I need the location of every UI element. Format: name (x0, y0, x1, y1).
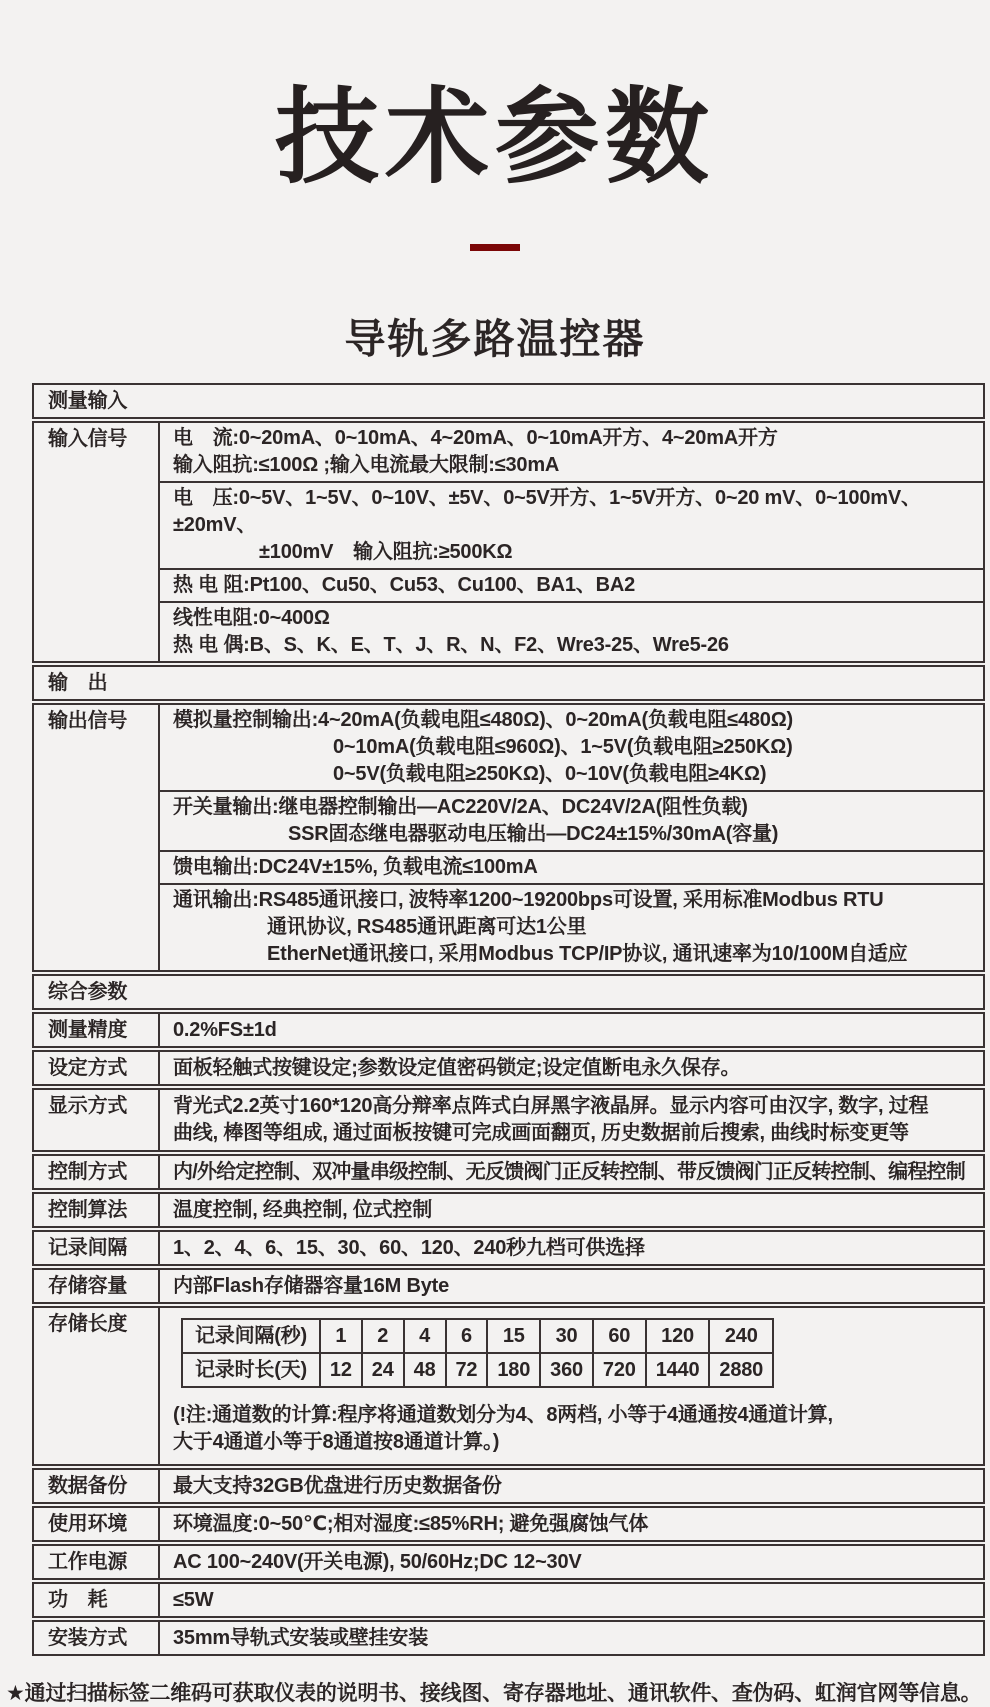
spec-text: 馈电输出:DC24V±15%, 负载电流≤100mA (173, 856, 538, 878)
spec-text: 通讯输出:RS485通讯接口, 波特率1200~19200bps可设置, 采用标准Modbus RTU (173, 889, 884, 911)
row-value: 面板轻触式按键设定;参数设定值密码锁定;设定值断电永久保存。 (173, 1057, 741, 1079)
storage-table-cell: 180 (487, 1353, 540, 1387)
row-control-algorithm (32, 1192, 985, 1228)
row-label: 测量精度 (34, 1014, 160, 1046)
spec-text: 0~5V(负载电阻≥250KΩ)、0~10V(负载电阻≥4KΩ) (333, 763, 767, 785)
row-label: 使用环境 (34, 1508, 160, 1540)
spec-text: 热 电 偶:B、S、K、E、T、J、R、N、F2、Wre3-25、Wre5-26 (173, 634, 729, 656)
storage-length-content (160, 1308, 983, 1464)
storage-note (173, 1402, 983, 1456)
storage-table-cell: 4 (404, 1319, 446, 1353)
row-value: 最大支持32GB优盘进行历史数据备份 (173, 1475, 502, 1497)
storage-table-cell: 12 (320, 1353, 362, 1387)
storage-length-inner (160, 1308, 983, 1464)
storage-table-header: 记录间隔(秒) (182, 1319, 320, 1353)
subrow-current (160, 423, 983, 481)
storage-table-cell: 720 (593, 1353, 646, 1387)
subrow-analog-output (160, 705, 983, 790)
row-label: 记录间隔 (34, 1232, 160, 1264)
row-value: 1、2、4、6、15、30、60、120、240秒九档可供选择 (173, 1237, 645, 1259)
storage-table-duration-row (182, 1353, 773, 1387)
row-label: 控制算法 (34, 1194, 160, 1226)
row-display-method (32, 1088, 985, 1152)
row-label: 工作电源 (34, 1546, 160, 1578)
row-value: AC 100~240V(开关电源), 50/60Hz;DC 12~30V (173, 1551, 582, 1573)
row-measure-accuracy (32, 1012, 985, 1048)
row-power-supply (32, 1544, 985, 1580)
spec-text: ±100mV 输入阻抗:≥500KΩ (259, 541, 513, 563)
row-value: ≤5W (173, 1589, 214, 1611)
spec-text: SSR固态继电器驱动电压输出—DC24±15%/30mA(容量) (288, 823, 779, 845)
row-value: 35mm导轨式安装或壁挂安装 (173, 1627, 429, 1649)
spec-text: 电 压:0~5V、1~5V、0~10V、±5V、0~5V开方、1~5V开方、0~20 mV、0~100mV、±20mV、 (173, 487, 921, 536)
page-title: 技术参数 (274, 80, 715, 196)
row-label: 数据备份 (34, 1470, 160, 1502)
spec-text: 线性电阻:0~400Ω (173, 607, 330, 629)
accent-dash (470, 244, 520, 251)
section-label: 综合参数 (48, 981, 128, 1003)
row-label: 存储长度 (34, 1308, 160, 1464)
row-label: 设定方式 (34, 1052, 160, 1084)
spec-text: EtherNet通讯接口, 采用Modbus TCP/IP协议, 通讯速率为10/100M自适应 (267, 943, 908, 965)
row-label: 输入信号 (34, 423, 160, 661)
spec-text: 开关量输出:继电器控制输出—AC220V/2A、DC24V/2A(阻性负载) (173, 796, 748, 818)
spec-text: 背光式2.2英寸160*120高分辩率点阵式白屏黑字液晶屏。显示内容可由汉字, 数字, 过程 (173, 1095, 929, 1117)
storage-table-cell: 48 (404, 1353, 446, 1387)
row-record-interval (32, 1230, 985, 1266)
storage-table-cell: 120 (646, 1319, 710, 1353)
subrow-switch-output (160, 790, 983, 850)
row-data-backup (32, 1468, 985, 1504)
section-header-output (32, 665, 985, 701)
row-label: 存储容量 (34, 1270, 160, 1302)
row-value: 内部Flash存储器容量16M Byte (173, 1275, 450, 1297)
row-label: 安装方式 (34, 1622, 160, 1654)
row-value (160, 1090, 983, 1150)
storage-table-cell: 1440 (646, 1353, 710, 1387)
star-icon: ★ (6, 1682, 25, 1705)
row-label: 显示方式 (34, 1090, 160, 1150)
row-power-consumption (32, 1582, 985, 1618)
subrow-linear-thermocouple (160, 601, 983, 661)
row-setting-method (32, 1050, 985, 1086)
product-title: 导轨多路温控器 (344, 316, 646, 362)
section-header-measure-input (32, 383, 985, 419)
row-operating-environment (32, 1506, 985, 1542)
row-value: 温度控制, 经典控制, 位式控制 (173, 1199, 433, 1221)
storage-table (181, 1318, 774, 1388)
subrow-feed-output (160, 850, 983, 883)
row-control-method (32, 1154, 985, 1190)
spec-text: 通讯协议, RS485通讯距离可达1公里 (267, 916, 587, 938)
row-label: 功 耗 (34, 1584, 160, 1616)
row-storage-length (32, 1306, 985, 1466)
spec-text: 模拟量控制输出:4~20mA(负载电阻≤480Ω)、0~20mA(负载电阻≤480Ω) (173, 709, 794, 731)
row-output-signal (32, 703, 985, 972)
output-signal-content (160, 705, 983, 970)
storage-table-cell: 72 (446, 1353, 488, 1387)
input-signal-content (160, 423, 983, 661)
storage-table-cell: 1 (320, 1319, 362, 1353)
spec-text: 曲线, 棒图等组成, 通过面板按键可完成画面翻页, 历史数据前后搜索, 曲线时标变更等 (173, 1122, 909, 1144)
storage-table-cell: 24 (362, 1353, 404, 1387)
spec-text: 大于4通道小等于8通道按8通道计算。) (173, 1431, 500, 1453)
spec-table (32, 383, 985, 1656)
storage-table-cell: 2880 (709, 1353, 773, 1387)
spec-text: 热 电 阻:Pt100、Cu50、Cu53、Cu100、BA1、BA2 (173, 574, 636, 596)
subrow-voltage (160, 481, 983, 568)
row-installation (32, 1620, 985, 1656)
section-label: 输 出 (48, 672, 108, 694)
storage-table-cell: 360 (540, 1353, 593, 1387)
storage-table-cell: 240 (709, 1319, 773, 1353)
footer-text: 通过扫描标签二维码可获取仪表的说明书、接线图、寄存器地址、通讯软件、查伪码、虹润官网等信息。 (24, 1682, 982, 1705)
spec-text: 0~10mA(负载电阻≤960Ω)、1~5V(负载电阻≥250KΩ) (333, 736, 793, 758)
storage-table-cell: 30 (540, 1319, 593, 1353)
row-value: 环境温度:0~50℃;相对湿度:≤85%RH; 避免强腐蚀气体 (173, 1513, 649, 1535)
storage-table-cell: 2 (362, 1319, 404, 1353)
subrow-comm-output (160, 883, 983, 970)
row-value: 0.2%FS±1d (173, 1019, 277, 1041)
storage-table-cell: 15 (487, 1319, 540, 1353)
spec-text: (!注:通道数的计算:程序将通道数划分为4、8两档, 小等于4通通按4通道计算, (173, 1404, 833, 1426)
row-label: 输出信号 (34, 705, 160, 970)
row-input-signal (32, 421, 985, 663)
storage-table-cell: 6 (446, 1319, 488, 1353)
subrow-rtd (160, 568, 983, 601)
storage-table-cell: 60 (593, 1319, 646, 1353)
row-label: 控制方式 (34, 1156, 160, 1188)
row-value: 内/外给定控制、双冲量串级控制、无反馈阀门正反转控制、带反馈阀门正反转控制、编程控制 (173, 1161, 965, 1183)
storage-table-interval-row (182, 1319, 773, 1353)
spec-text: 电 流:0~20mA、0~10mA、4~20mA、0~10mA开方、4~20mA开方 (173, 427, 778, 449)
storage-table-header: 记录时长(天) (182, 1353, 320, 1387)
section-label: 测量输入 (48, 390, 128, 412)
spec-text: 输入阻抗:≤100Ω ;输入电流最大限制:≤30mA (173, 454, 560, 476)
section-header-general (32, 974, 985, 1010)
row-storage-capacity (32, 1268, 985, 1304)
footer-note (6, 1680, 986, 1707)
